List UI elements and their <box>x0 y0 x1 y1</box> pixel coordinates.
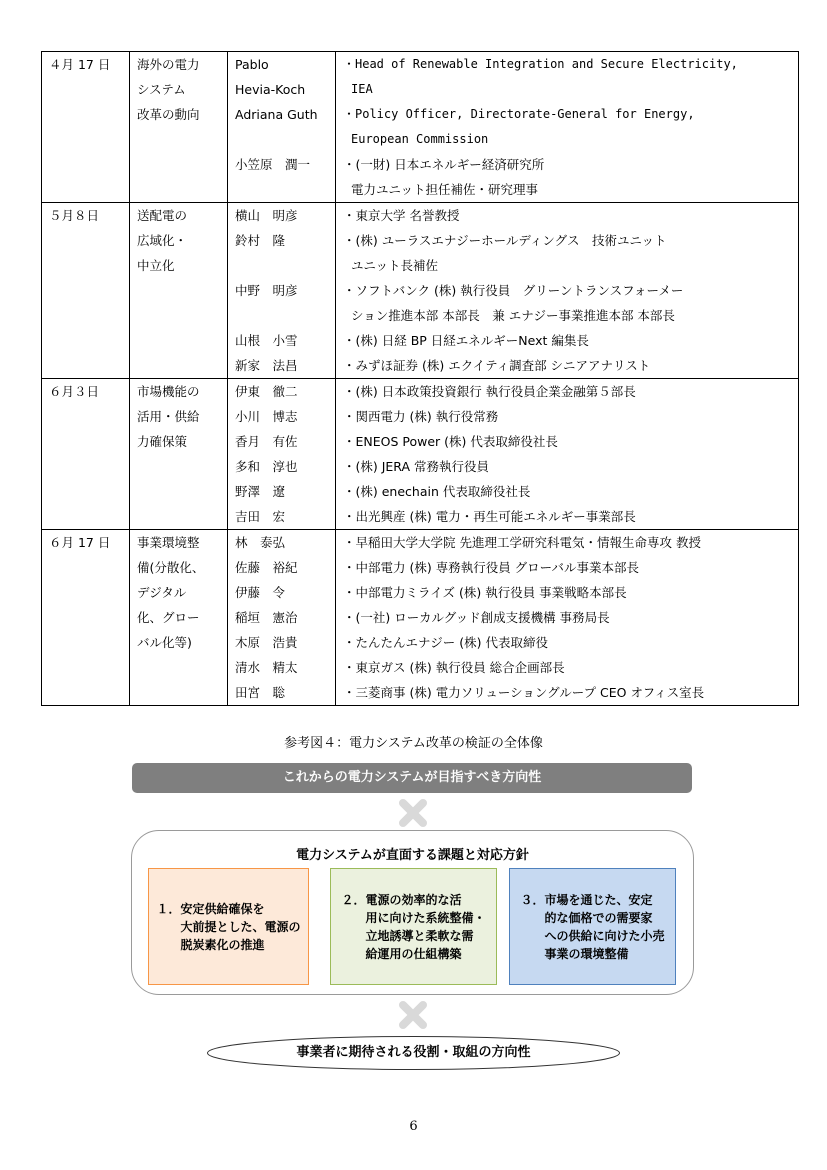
speaker-name-cell-text: 稲垣 憲治 <box>235 610 298 625</box>
affiliation-cell-text: ・関西電力 (株) 執行役常務 <box>343 409 499 424</box>
speaker-name-cell <box>228 303 336 328</box>
table-row <box>42 580 799 605</box>
date-cell-text <box>49 555 129 580</box>
speaker-name-cell-text: 吉田 宏 <box>235 509 286 524</box>
speaker-name-cell-text: 佐藤 裕紀 <box>235 560 298 575</box>
date-cell <box>42 203 130 229</box>
date-cell-text <box>49 328 129 353</box>
theme-cell <box>130 404 228 429</box>
date-cell-text: ６月３日 <box>49 384 100 399</box>
issues-panel <box>131 830 694 995</box>
table-row <box>42 127 799 152</box>
table-row <box>42 504 799 530</box>
theme-cell <box>130 680 228 706</box>
speaker-name-cell <box>228 253 336 278</box>
affiliation-cell-text: ・(株) 日経 BP 日経エネルギーNext 編集長 <box>343 333 589 348</box>
date-cell <box>42 253 130 278</box>
theme-cell <box>130 152 228 177</box>
theme-cell-text: 広域化・ <box>137 233 188 248</box>
date-cell <box>42 580 130 605</box>
theme-cell-text: 化、グロー <box>137 610 200 625</box>
theme-cell-text: 力確保策 <box>137 434 188 449</box>
theme-cell <box>130 203 228 229</box>
affiliation-cell-text: ・(一財) 日本エネルギー経済研究所 <box>343 157 545 172</box>
theme-cell-text: デジタル <box>137 585 187 600</box>
speaker-name-cell <box>228 102 336 127</box>
speaker-name-cell <box>228 228 336 253</box>
direction-banner: これからの電力システムが目指すべき方向性 <box>132 763 692 793</box>
date-cell <box>42 278 130 303</box>
date-cell-text <box>49 429 129 454</box>
speaker-name-cell-text: 木原 浩貴 <box>235 635 298 650</box>
date-cell-text <box>49 605 129 630</box>
affiliation-cell <box>336 203 799 229</box>
date-cell <box>42 680 130 706</box>
theme-cell-text <box>137 655 227 680</box>
table-row <box>42 605 799 630</box>
table-row <box>42 253 799 278</box>
table-row <box>42 404 799 429</box>
affiliation-cell-text: ・中部電力ミライズ (株) 執行役員 事業戦略本部長 <box>343 585 627 600</box>
date-cell-text <box>49 353 129 378</box>
affiliation-cell-text: ・Policy Officer, Directorate-General for Energy, <box>343 107 695 121</box>
speaker-name-cell <box>228 429 336 454</box>
theme-cell <box>130 504 228 530</box>
speaker-name-cell <box>228 504 336 530</box>
date-cell-text <box>49 177 129 202</box>
affiliation-cell-text: ション推進本部 本部長 兼 エナジー事業推進本部 本部長 <box>351 308 675 323</box>
affiliation-cell-text: ・(株) JERA 常務執行役員 <box>343 459 490 474</box>
table-row <box>42 454 799 479</box>
date-cell <box>42 404 130 429</box>
theme-cell-text: 活用・供給 <box>137 409 200 424</box>
table-row <box>42 177 799 203</box>
date-cell <box>42 429 130 454</box>
date-cell-text <box>49 127 129 152</box>
date-cell <box>42 454 130 479</box>
table-row <box>42 228 799 253</box>
affiliation-cell <box>336 555 799 580</box>
panel-title: 電力システムが直面する課題と対応方針 <box>296 848 529 863</box>
date-cell <box>42 655 130 680</box>
affiliation-cell <box>336 102 799 127</box>
date-cell-text <box>49 77 129 102</box>
speaker-name-cell-text: 田宮 聡 <box>235 685 286 700</box>
theme-cell <box>130 328 228 353</box>
date-cell <box>42 530 130 556</box>
date-cell <box>42 605 130 630</box>
date-cell-text: ６月 17 日 <box>49 535 111 550</box>
affiliation-cell-text: ・ソフトバンク (株) 執行役員 グリーントランスフォーメー <box>343 283 684 298</box>
table-row <box>42 203 799 229</box>
table-row <box>42 77 799 102</box>
affiliation-cell-text: ・Head of Renewable Integration and Secure Electricity, <box>343 57 738 71</box>
speaker-name-cell-text: Hevia-Koch <box>235 82 306 97</box>
speaker-name-cell <box>228 52 336 78</box>
theme-cell-text <box>137 177 227 202</box>
page-number: 6 <box>409 1119 418 1134</box>
speaker-name-cell-text: Adriana Guth <box>235 107 318 122</box>
speaker-name-cell <box>228 680 336 706</box>
table-row <box>42 152 799 177</box>
affiliation-cell-text: European Commission <box>351 132 489 146</box>
table-row <box>42 655 799 680</box>
theme-cell <box>130 77 228 102</box>
speaker-name-cell <box>228 127 336 152</box>
theme-cell-text: システム <box>137 82 186 97</box>
date-cell <box>42 353 130 379</box>
date-cell <box>42 52 130 78</box>
speaker-name-cell-text <box>235 127 335 152</box>
speaker-name-cell-text: 小笠原 潤一 <box>235 157 311 172</box>
figure-caption: 参考図４：電力システム改革の検証の全体像 <box>284 736 543 751</box>
affiliation-cell <box>336 429 799 454</box>
speaker-name-cell-text: 鈴村 隆 <box>235 233 286 248</box>
theme-cell-text <box>137 278 227 303</box>
speaker-name-cell-text: 小川 博志 <box>235 409 298 424</box>
table-row <box>42 379 799 405</box>
affiliation-cell <box>336 152 799 177</box>
speaker-name-cell <box>228 630 336 655</box>
affiliation-cell <box>336 454 799 479</box>
date-cell <box>42 555 130 580</box>
table-row <box>42 102 799 127</box>
affiliation-cell-text: ・東京大学 名誉教授 <box>343 208 460 223</box>
date-cell-text <box>49 228 129 253</box>
theme-cell <box>130 127 228 152</box>
date-cell <box>42 479 130 504</box>
theme-cell <box>130 479 228 504</box>
table-row <box>42 328 799 353</box>
affiliation-cell-text: ・(株) ユーラスエナジーホールディングス 技術ユニット <box>343 233 667 248</box>
theme-cell-text <box>137 353 227 378</box>
speaker-name-cell-text <box>235 253 335 278</box>
theme-cell-text: バル化等) <box>137 635 192 650</box>
date-cell-text <box>49 102 129 127</box>
speaker-name-cell <box>228 655 336 680</box>
date-cell <box>42 228 130 253</box>
theme-cell <box>130 253 228 278</box>
date-cell-text <box>49 278 129 303</box>
theme-cell <box>130 228 228 253</box>
table-row <box>42 530 799 556</box>
affiliation-cell <box>336 530 799 556</box>
speaker-name-cell-text: 中野 明彦 <box>235 283 298 298</box>
date-cell-text <box>49 479 129 504</box>
multiply-icon <box>398 1000 428 1030</box>
affiliation-cell <box>336 253 799 278</box>
multiply-icon <box>398 798 428 828</box>
table-row <box>42 303 799 328</box>
schedule-table <box>41 51 799 706</box>
speaker-name-cell <box>228 530 336 556</box>
speaker-name-cell-text: 清水 精太 <box>235 660 298 675</box>
affiliation-cell <box>336 404 799 429</box>
speaker-name-cell <box>228 328 336 353</box>
affiliation-cell <box>336 177 799 203</box>
speaker-name-cell-text: 山根 小雪 <box>235 333 298 348</box>
speaker-name-cell <box>228 555 336 580</box>
date-cell-text <box>49 655 129 680</box>
speaker-name-cell <box>228 454 336 479</box>
date-cell <box>42 177 130 203</box>
theme-cell <box>130 605 228 630</box>
speaker-name-cell-text: 林 泰弘 <box>235 535 286 550</box>
affiliation-cell-text: ・たんたんエナジー (株) 代表取締役 <box>343 635 548 650</box>
table-row <box>42 278 799 303</box>
theme-cell-text: 中立化 <box>137 258 175 273</box>
date-cell-text <box>49 630 129 655</box>
affiliation-cell-text: ・東京ガス (株) 執行役員 総合企画部長 <box>343 660 565 675</box>
theme-cell <box>130 630 228 655</box>
speaker-name-cell <box>228 479 336 504</box>
date-cell <box>42 504 130 530</box>
affiliation-cell-text: ・(株) enechain 代表取締役社長 <box>343 484 531 499</box>
issue-box-2 <box>330 868 497 985</box>
speaker-name-cell-text: 伊東 徹二 <box>235 384 298 399</box>
theme-cell-text: 備(分散化、 <box>137 560 205 575</box>
affiliation-cell-text: ・ENEOS Power (株) 代表取締役社長 <box>343 434 558 449</box>
theme-cell-text <box>137 504 227 529</box>
affiliation-cell <box>336 77 799 102</box>
affiliation-cell <box>336 479 799 504</box>
speaker-name-cell-text <box>235 177 335 202</box>
affiliation-cell-text: 電力ユニット担任補佐・研究理事 <box>351 182 539 197</box>
theme-cell-text: 市場機能の <box>137 384 200 399</box>
theme-cell-text: 海外の電力 <box>137 57 200 72</box>
table-row <box>42 630 799 655</box>
speaker-name-cell-text: 新家 法昌 <box>235 358 298 373</box>
table-row <box>42 353 799 379</box>
date-cell-text <box>49 152 129 177</box>
speaker-name-cell <box>228 203 336 229</box>
affiliation-cell <box>336 680 799 706</box>
affiliation-cell-text: ・中部電力 (株) 専務執行役員 グローバル事業本部長 <box>343 560 640 575</box>
issue-box-1 <box>148 868 309 985</box>
speaker-name-cell <box>228 353 336 379</box>
date-cell <box>42 379 130 405</box>
issue-box-2-text: ２．電源の効率的な活 用に向けた系統整備・ 立地誘導と柔軟な需 給運用の仕組構築 <box>341 892 486 961</box>
speaker-name-cell-text: 横山 明彦 <box>235 208 298 223</box>
date-cell-text: ５月８日 <box>49 208 100 223</box>
theme-cell <box>130 379 228 405</box>
issue-box-3 <box>509 868 676 985</box>
speaker-name-cell <box>228 404 336 429</box>
theme-cell-text <box>137 303 227 328</box>
theme-cell-text: 改革の動向 <box>137 107 200 122</box>
date-cell-text <box>49 504 129 529</box>
issue-box-3-text: ３．市場を通じた、安定 的な価格での需要家 への供給に向けた小売 事業の環境整備 <box>520 892 665 961</box>
affiliation-cell <box>336 605 799 630</box>
theme-cell-text <box>137 152 227 177</box>
affiliation-cell <box>336 278 799 303</box>
speaker-name-cell <box>228 379 336 405</box>
speaker-name-cell-text: 野澤 遼 <box>235 484 286 499</box>
date-cell-text <box>49 580 129 605</box>
date-cell-text <box>49 404 129 429</box>
speaker-name-cell-text: 多和 淳也 <box>235 459 298 474</box>
theme-cell <box>130 454 228 479</box>
affiliation-cell-text: ・出光興産 (株) 電力・再生可能エネルギー事業部長 <box>343 509 636 524</box>
theme-cell <box>130 555 228 580</box>
date-cell <box>42 303 130 328</box>
speaker-name-cell <box>228 278 336 303</box>
affiliation-cell <box>336 353 799 379</box>
date-cell-text <box>49 680 129 705</box>
theme-cell <box>130 177 228 203</box>
affiliation-cell <box>336 630 799 655</box>
date-cell <box>42 630 130 655</box>
table-row <box>42 429 799 454</box>
theme-cell <box>130 530 228 556</box>
date-cell <box>42 102 130 127</box>
theme-cell-text <box>137 127 227 152</box>
theme-cell <box>130 655 228 680</box>
speaker-name-cell-text: Pablo <box>235 57 269 72</box>
affiliation-cell <box>336 303 799 328</box>
date-cell <box>42 127 130 152</box>
theme-cell-text <box>137 328 227 353</box>
affiliation-cell <box>336 52 799 78</box>
speaker-name-cell <box>228 580 336 605</box>
affiliation-cell <box>336 655 799 680</box>
table-row <box>42 555 799 580</box>
affiliation-cell <box>336 328 799 353</box>
theme-cell <box>130 303 228 328</box>
date-cell-text <box>49 253 129 278</box>
theme-cell-text <box>137 454 227 479</box>
date-cell-text <box>49 454 129 479</box>
affiliation-cell-text: ・早稲田大学大学院 先進理工学研究科電気・情報生命専攻 教授 <box>343 535 701 550</box>
theme-cell-text <box>137 680 227 705</box>
expected-role-label: 事業者に期待される役割・取組の方向性 <box>296 1045 531 1060</box>
date-cell <box>42 152 130 177</box>
table-row <box>42 52 799 78</box>
speaker-name-cell <box>228 605 336 630</box>
speaker-name-cell-text <box>235 303 335 328</box>
speaker-name-cell <box>228 152 336 177</box>
speaker-name-cell-text: 香月 有佐 <box>235 434 298 449</box>
affiliation-cell-text: ・(株) 日本政策投資銀行 執行役員企業金融第５部長 <box>343 384 636 399</box>
affiliation-cell <box>336 127 799 152</box>
date-cell-text <box>49 303 129 328</box>
theme-cell <box>130 52 228 78</box>
table-row <box>42 479 799 504</box>
date-cell <box>42 328 130 353</box>
speaker-name-cell <box>228 177 336 203</box>
affiliation-cell-text: ・みずほ証券 (株) エクイティ調査部 シニアアナリスト <box>343 358 651 373</box>
theme-cell-text <box>137 479 227 504</box>
speaker-name-cell-text: 伊藤 令 <box>235 585 286 600</box>
affiliation-cell-text: ユニット長補佐 <box>351 258 439 273</box>
affiliation-cell <box>336 228 799 253</box>
affiliation-cell-text: ・三菱商事 (株) 電力ソリューショングループ CEO オフィス室長 <box>343 685 705 700</box>
speaker-name-cell <box>228 77 336 102</box>
affiliation-cell <box>336 580 799 605</box>
theme-cell <box>130 429 228 454</box>
table-row <box>42 680 799 706</box>
theme-cell <box>130 102 228 127</box>
affiliation-cell <box>336 504 799 530</box>
theme-cell <box>130 353 228 379</box>
theme-cell <box>130 580 228 605</box>
theme-cell-text: 事業環境整 <box>137 535 200 550</box>
affiliation-cell-text: ・(一社) ローカルグッド創成支援機構 事務局長 <box>343 610 610 625</box>
affiliation-cell-text: IEA <box>351 82 373 96</box>
issue-box-1-text: １．安定供給確保を 大前提とした、電源の 脱炭素化の推進 <box>156 901 301 952</box>
theme-cell <box>130 278 228 303</box>
date-cell <box>42 77 130 102</box>
theme-cell-text: 送配電の <box>137 208 188 223</box>
date-cell-text: ４月 17 日 <box>49 57 111 72</box>
affiliation-cell <box>336 379 799 405</box>
